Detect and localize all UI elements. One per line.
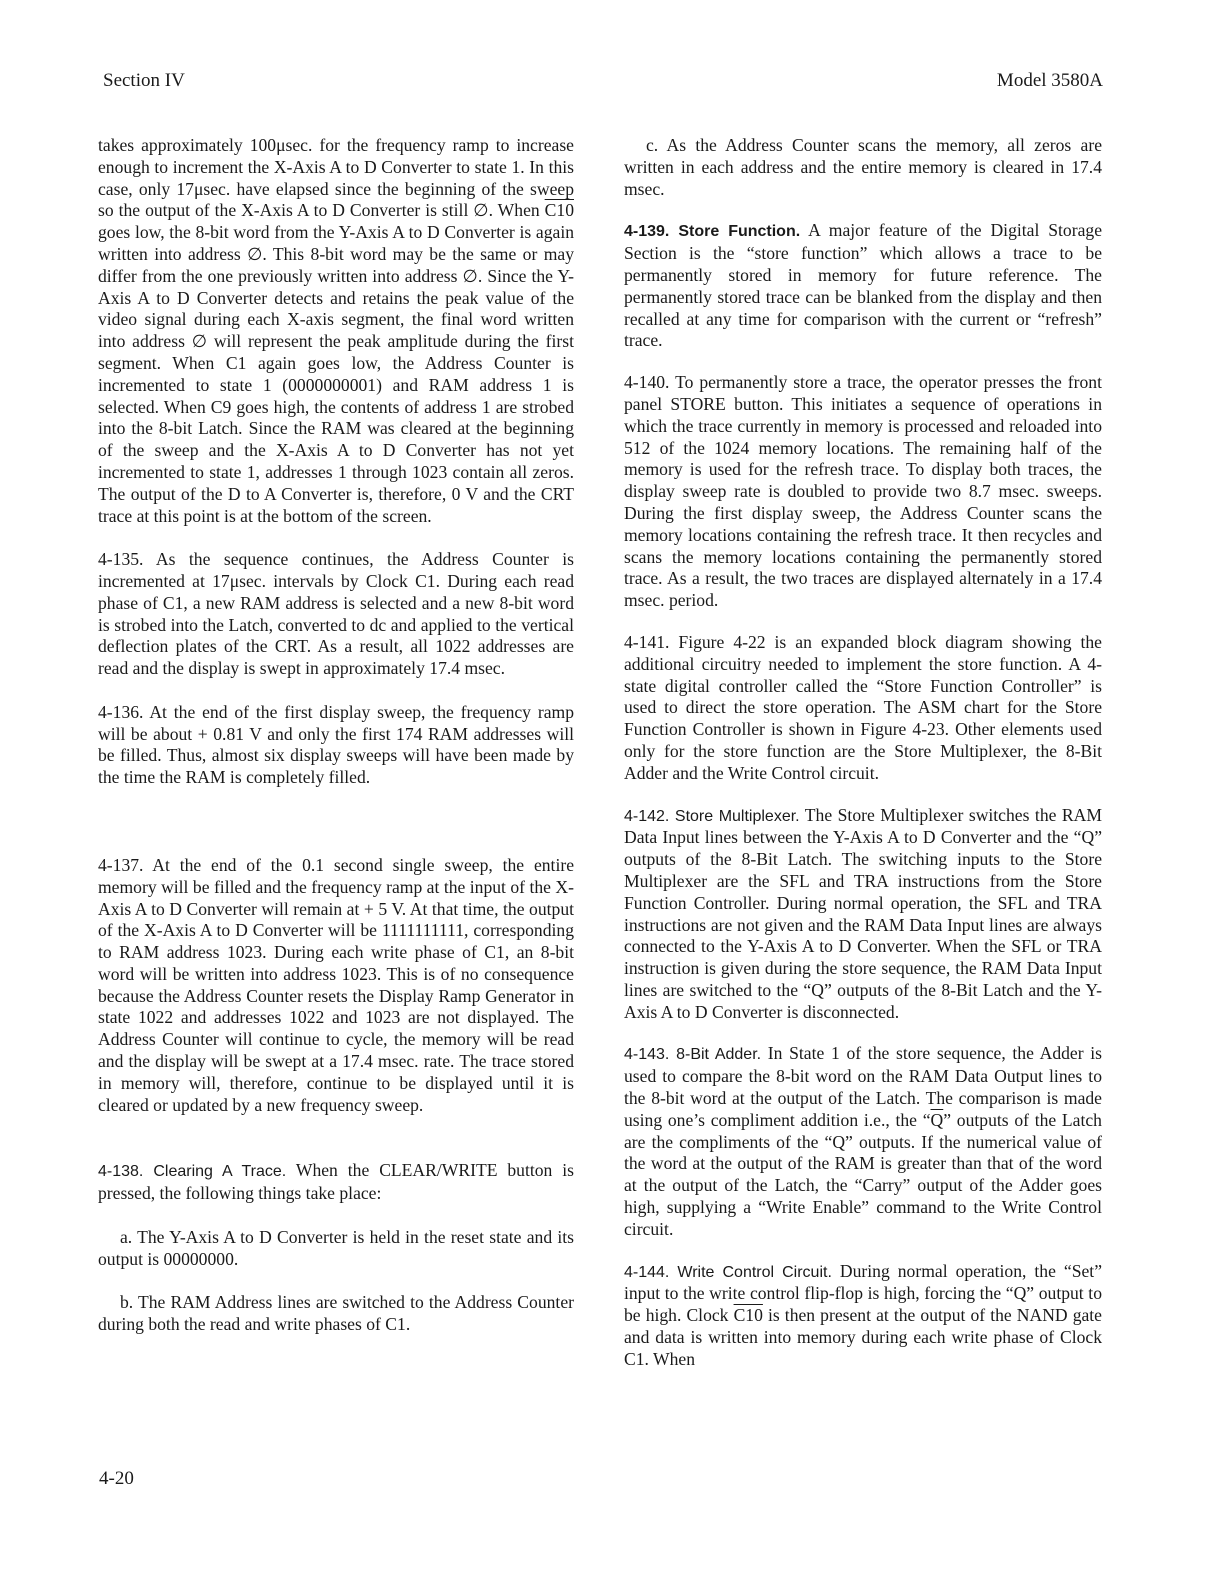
heading-store-function: 4-139. Store Function. [624,223,801,241]
list-item-b: b. The RAM Address lines are switched to the Address Counter during both the read and write phases of C1. [98,1292,574,1335]
heading-write-control-circuit: 4-144. Write Control Circuit. [624,1263,832,1281]
paragraph-4-144: 4-144. Write Control Circuit. During normal operation, the “Set” input to the write control flip-flop is high, forcing the “Q” output to be high. Clock C10 is then present at the output of the NAND gate and data is written into memory during each write phase of Clock C1. When [624,1260,1102,1369]
paragraph-4-135: 4-135. As the sequence continues, the Address Counter is incremented at 17μsec. intervals by Clock C1. During each read phase of C1, a new RAM address is selected and a new 8-bit word is strobed into the Latch, converted to dc and applied to the vertical deflection plates of the CRT. As a result, all 1022 addresses are read and the display is swept in approximately 17.4 msec. [98,549,574,679]
paragraph-4-142: 4-142. Store Multiplexer. The Store Multiplexer switches the RAM Data Input lines between the Y-Axis A to D Converter and the “Q” outputs of the 8-Bit Latch. The switching inputs to the Store Multiplexer are the SFL and TRA instructions from the Store Function Controller. During normal operation, the SFL and TRA instructions are not given and the RAM Data Input lines are always connected to the Y-Axis A to D Converter. When the SFL or TRA instruction is given during the store sequence, the RAM Data Input lines are switched to the “Q” outputs of the 8-Bit Latch and the Y-Axis A to D Converter is disconnected. [624,804,1103,1022]
paragraph-4-140: 4-140. To permanently store a trace, the operator presses the front panel STORE button. This initiates a sequence of operations in which the trace currently in memory is processed and reloaded into 512 of the 1024 memory locations. The remaining half of the memory is used for the refresh trace. To display both traces, the display sweep rate is doubled to provide two 8.7 msec. sweeps. During the first display sweep, the Address Counter scans the memory locations containing the refresh trace. It then recycles and scans the memory locations containing the permanently stored trace. As a result, the two traces are displayed alternately in a 17.4 msec. period. [624,372,1102,611]
heading-8-bit-adder: 4-143. 8-Bit Adder. [624,1046,762,1064]
paragraph-continued: takes approximately 100μsec. for the frequency ramp to increase enough to increment the X-Axis A to D Converter to state 1. In this case, only 17μsec. have elapsed since the beginning of the sweep so the output of the X-Axis A to D Converter is still ∅. When C10 goes low, the 8-bit word from the Y-Axis A to D Converter is again written into address ∅. This 8-bit word may be the same or may differ from the one previously written into address ∅. Since the Y-Axis A to D Converter detects and retains the peak value of the video signal during each X-axis segment, the final word written into address ∅ will represent the peak amplitude during the first segment. When C1 again goes low, the Address Counter is incremented to state 1 (0000000001) and RAM address 1 is selected. When C9 goes high, the contents of address 1 are strobed into the 8-bit Latch. Since the RAM was cleared at the beginning of the sweep and the X-Axis A to D Converter has not yet incremented to state 1, addresses 1 through 1023 contain all zeros. The output of the D to A Converter is, therefore, 0 V and the CRT trace at this point is at the bottom of the screen. [98,135,575,526]
paragraph-4-143: 4-143. 8-Bit Adder. In State 1 of the store sequence, the Adder is used to compare the 8-bit word on the RAM Data Output lines to the 8-bit word at the output of the Latch. The comparison is made using one’s compliment addition i.e., the “$\overline{Q}$” outputs of the Latch are the compliments of the “Q” outputs. If the numerical value of the word at the output of the RAM is greater than that of the word at the output of the Latch, the “Carry” output of the Adder goes high, supplying a “Write Enable” command to the Write Control circuit. [624,1043,1103,1239]
list-item-c: c. As the Address Counter scans the memory, all zeros are written in each address and the entire memory is cleared in 17.4 msec. [624,135,1102,199]
paragraph-4-141: 4-141. Figure 4-22 is an expanded block diagram showing the additional circuitry needed to implement the store function. A 4-state digital controller called the “Store Function Controller” is used to direct the store operation. The ASM chart for the Store Function Controller is shown in Figure 4-23. Other elements used only for the store function are the Store Multiplexer, the 8-Bit Adder and the Write Control circuit. [624,631,1102,783]
model-label: Model 3580A [996,70,1103,91]
heading-store-multiplexer: 4-142. Store Multiplexer. [624,807,800,825]
left-column [98,135,574,1358]
list-item-a: a. The Y-Axis A to D Converter is held in the reset state and its output is 00000000. [98,1226,574,1269]
right-column [624,135,1102,1391]
page-number: 4-20 [99,1468,134,1489]
q-bar: $\overline{Q}$ [930,1109,944,1130]
section-label: Section IV [103,70,185,91]
paragraph-4-139: 4-139. Store Function. A major feature of the Digital Storage Section is the “store function” which allows a trace to be permanently stored in memory for future reference. The permanently stored trace can be blanked from the display and then recalled at any time for comparison with the current or “refresh” trace. [624,220,1102,351]
c10-bar: C10 [544,200,574,221]
paragraph-4-137: 4-137. At the end of the 0.1 second single sweep, the entire memory will be filled and the frequency ramp at the input of the X-Axis A to D Converter will remain at + 5 V. At that time, the output of the X-Axis A to D Converter will be 1111111111, corresponding to RAM address 1023. During each write phase of C1, an 8-bit word will be written into address 1023. This is of no consequence because the Address Counter resets the Display Ramp Generator in state 1022 and addresses 1022 and 1023 are not displayed. The Address Counter will continue to cycle, the memory will be read and the display will be swept at a 17.4 msec. rate. The trace stored in memory will, therefore, continue to be displayed until it is cleared or updated by a new frequency sweep. [98,854,574,1115]
paragraph-4-138: 4-138. Clearing A Trace. When the CLEAR/WRITE button is pressed, the following things take place: [98,1160,574,1204]
c10-bar: C10 [733,1305,763,1326]
heading-clearing-a-trace: 4-138. Clearing A Trace. [98,1163,287,1181]
paragraph-4-136: 4-136. At the end of the first display sweep, the frequency ramp will be about + 0.81 V and only the first 174 RAM addresses will be filled. Thus, almost six display sweeps will have been made by the time the RAM is completely filled. [98,701,574,788]
